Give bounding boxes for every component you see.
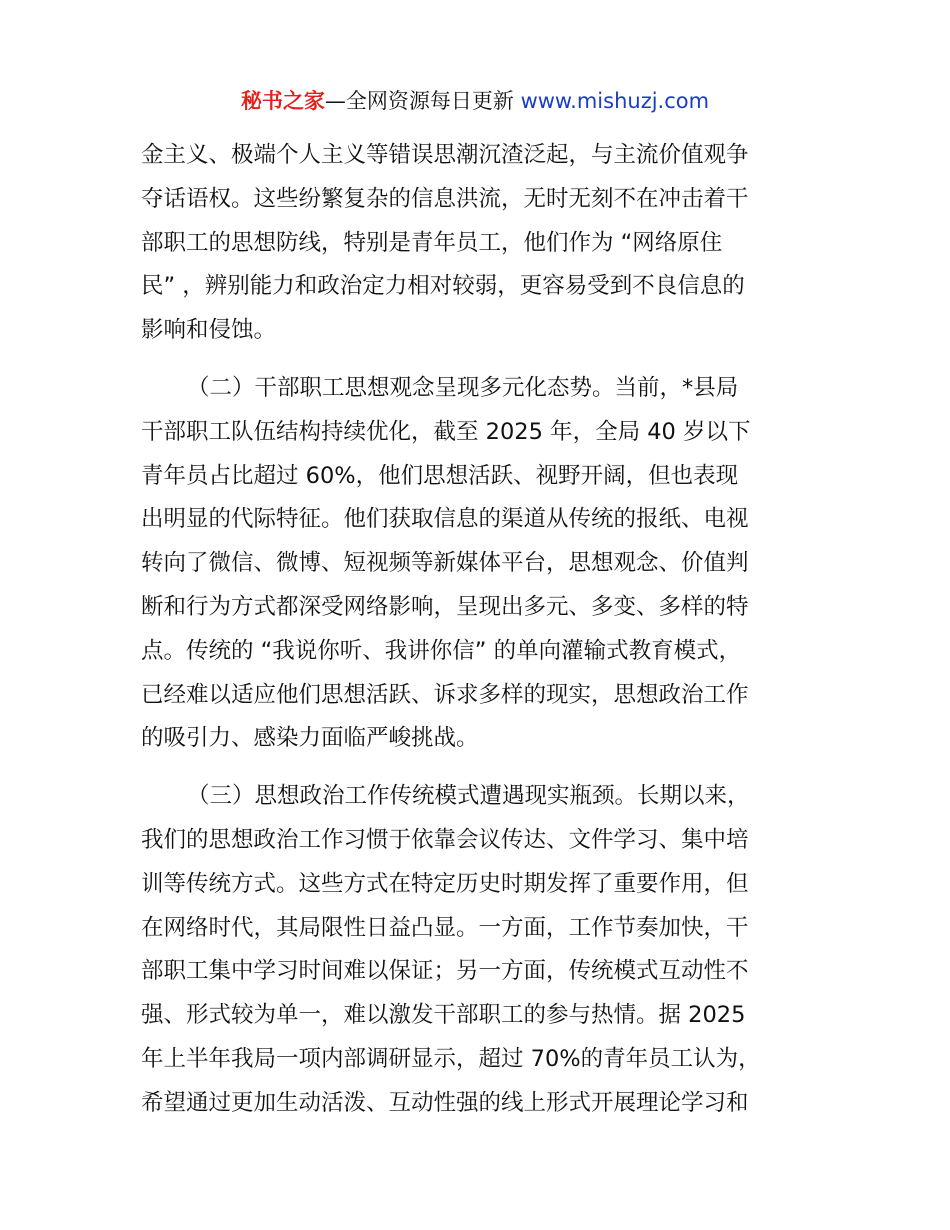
text-line: 部职工集中学习时间难以保证；另一方面，传统模式互动性不 <box>141 958 749 985</box>
paragraph-3 <box>141 775 821 1125</box>
text-line: 转向了微信、微博、短视频等新媒体平台，思想观念、价值判 <box>141 550 749 577</box>
text-line: 已经难以适应他们思想活跃、诉求多样的现实，思想政治工作 <box>141 681 749 708</box>
text-line: 点。传统的 “我说你听、我讲你信” 的单向灌输式教育模式， <box>141 637 742 664</box>
header-slogan: —全网资源每日更新 <box>324 89 521 113</box>
brand-name: 秘书之家 <box>240 89 325 113</box>
text-line: 我们的思想政治工作习惯于依靠会议传达、文件学习、集中培 <box>141 826 749 853</box>
page-header <box>0 86 950 116</box>
paragraph-1 <box>141 134 821 353</box>
text-line: 训等传统方式。这些方式在特定历史时期发挥了重要作用，但 <box>141 870 749 897</box>
text-line: 出明显的代际特征。他们获取信息的渠道从传统的报纸、电视 <box>141 506 749 533</box>
text-line: 断和行为方式都深受网络影响，呈现出多元、多变、多样的特 <box>141 593 749 620</box>
text-line: 部职工的思想防线，特别是青年员工，他们作为 “网络原住 <box>141 229 723 256</box>
website-link[interactable]: www.mishuzj.com <box>520 89 710 113</box>
text-line: （二）干部职工思想观念呈现多元化态势。当前，*县局 <box>187 374 739 401</box>
text-line: 的吸引力、感染力面临严峻挑战。 <box>141 725 479 752</box>
text-line: 干部职工队伍结构持续优化，截至 2025 年，全局 40 岁以下 <box>141 418 751 445</box>
text-line: 影响和侵蚀。 <box>141 317 277 344</box>
document-body <box>141 134 821 1140</box>
paragraph-2 <box>141 367 821 761</box>
text-line: 在网络时代，其局限性日益凸显。一方面，工作节奏加快，干 <box>141 914 749 941</box>
text-line: （三）思想政治工作传统模式遭遇现实瓶颈。长期以来， <box>187 783 750 810</box>
text-line: 强、形式较为单一，难以激发干部职工的参与热情。据 2025 <box>141 1002 746 1029</box>
text-line: 金主义、极端个人主义等错误思潮沉渣泛起，与主流价值观争 <box>141 142 749 168</box>
text-line: 夺话语权。这些纷繁复杂的信息洪流，无时无刻不在冲击着干 <box>141 185 749 212</box>
text-line: 民” ，辨别能力和政治定力相对较弱，更容易受到不良信息的 <box>141 273 745 300</box>
text-line: 年上半年我局一项内部调研显示，超过 70%的青年员工认为， <box>141 1045 761 1072</box>
text-line: 青年员占比超过 60%，他们思想活跃、视野开阔，但也表现 <box>141 462 739 489</box>
text-line: 希望通过更加生动活泼、互动性强的线上形式开展理论学习和 <box>141 1089 749 1116</box>
